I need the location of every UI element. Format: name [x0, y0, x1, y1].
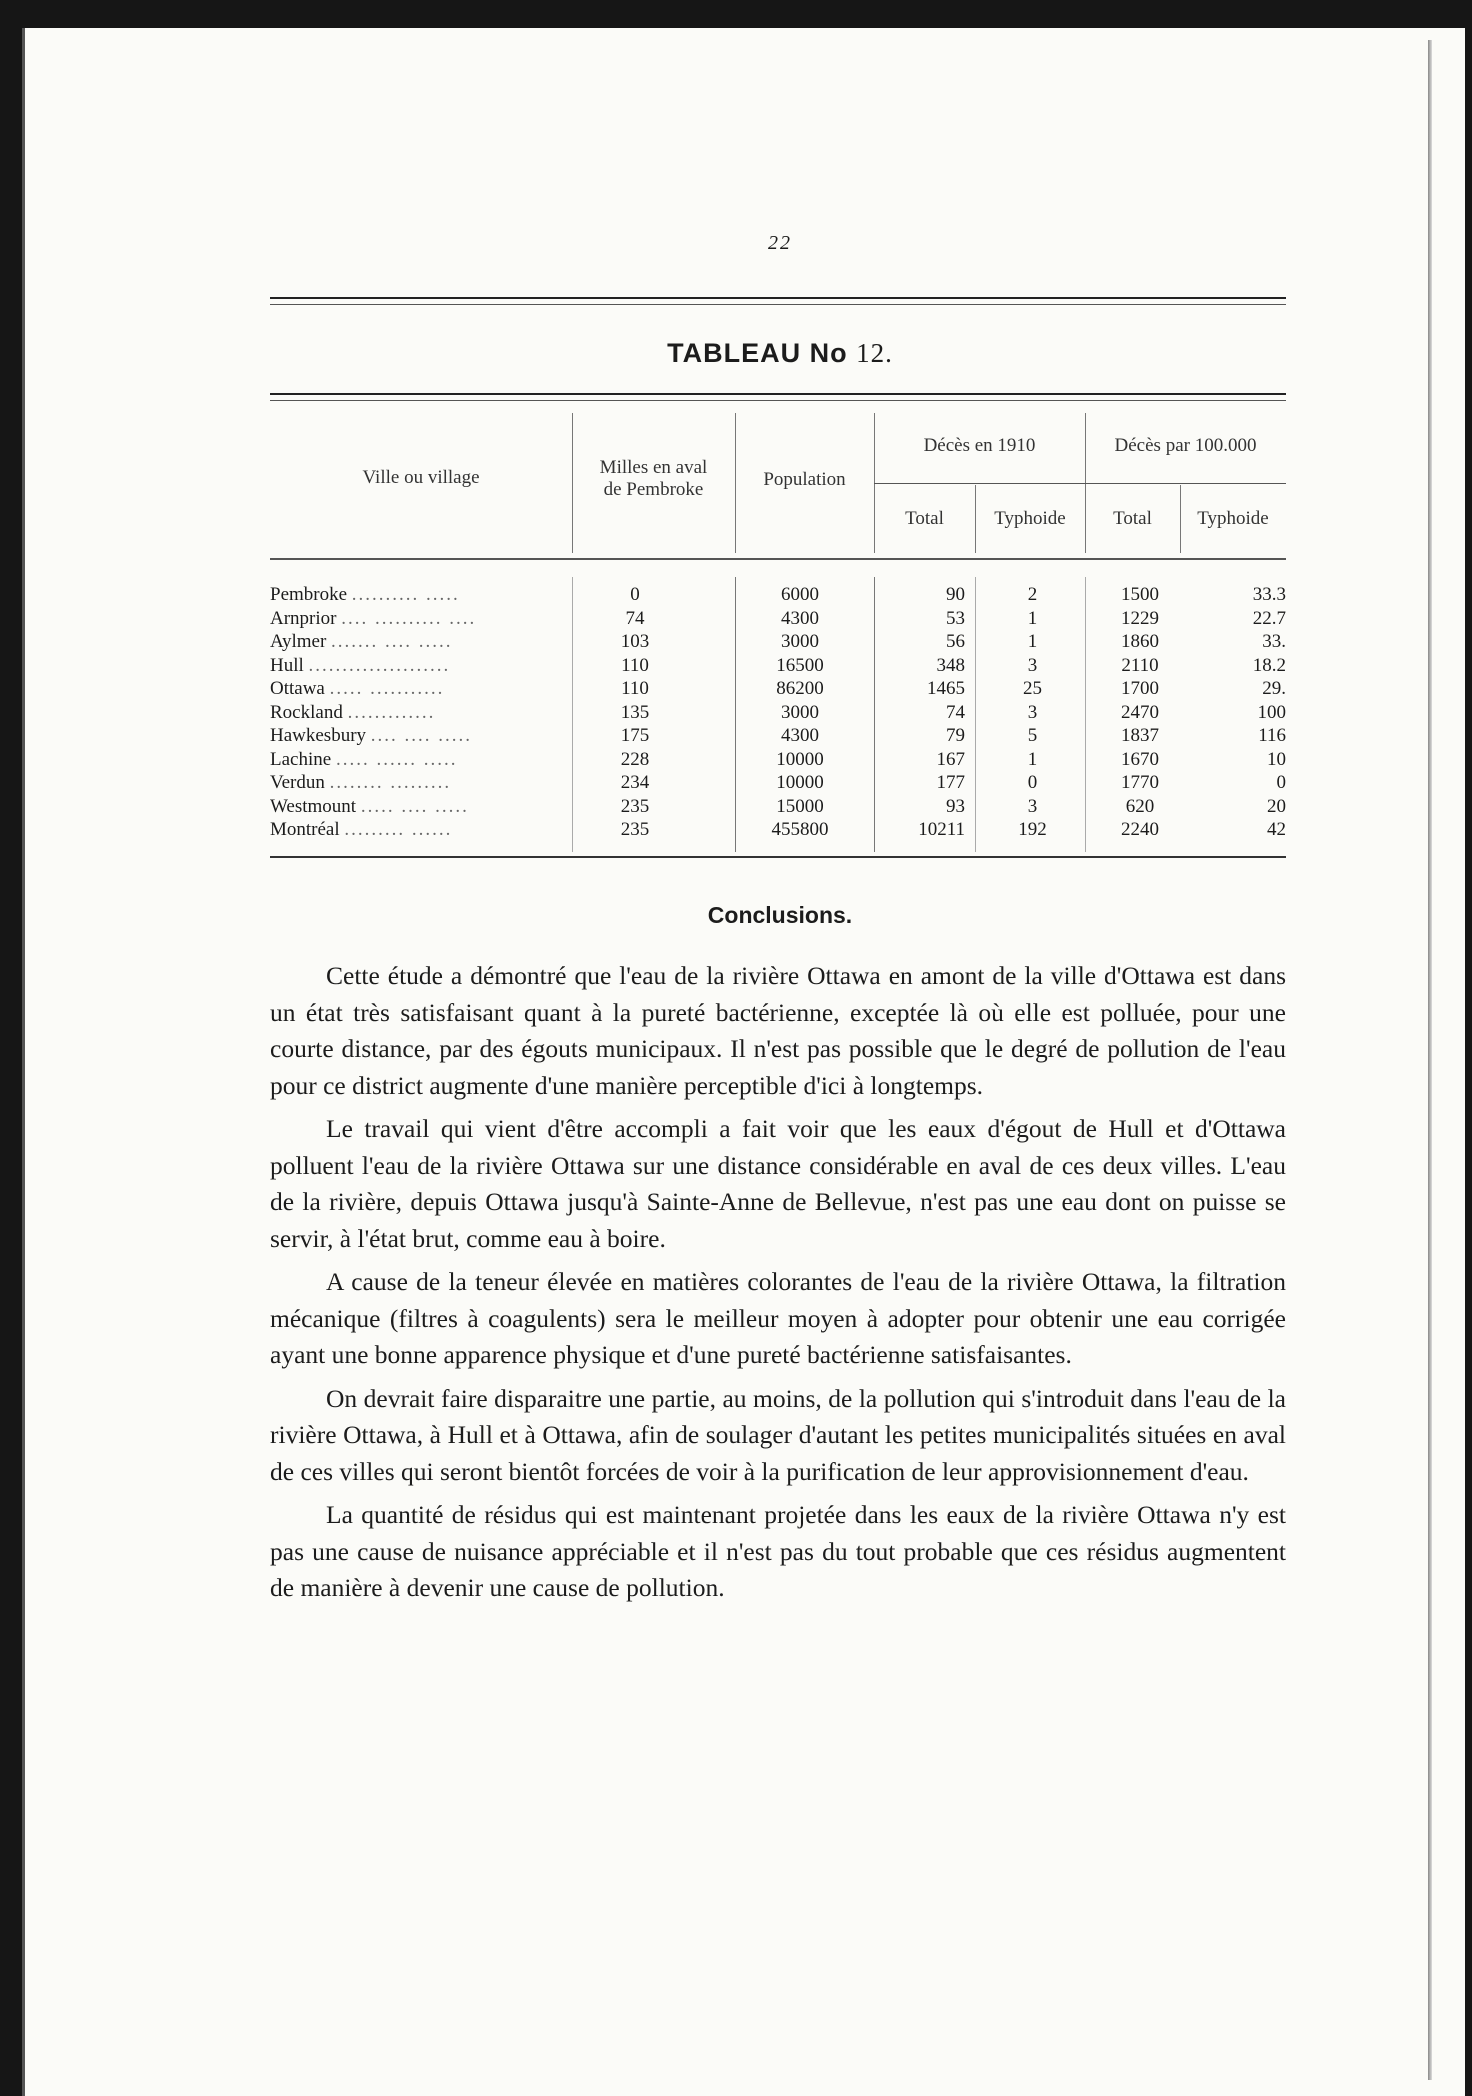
per-100000-typhoid-cell: 20: [1267, 795, 1286, 817]
deaths-total-cell: 74: [946, 701, 965, 723]
town-name: Montréal: [270, 819, 340, 840]
town-name: Pembroke: [270, 584, 348, 605]
deaths-typhoid-cell: 0: [1027, 772, 1038, 793]
deaths-typhoid-cell: 1: [1027, 748, 1038, 770]
header-typhoid: Typhoide: [994, 508, 1066, 529]
deaths-total-cell: 1465: [927, 678, 965, 699]
population-cell: 15000: [776, 795, 824, 817]
header-typhoid-per: Typhoide: [1197, 508, 1269, 529]
miles-cell: 110: [621, 678, 649, 699]
miles-cell: 110: [621, 654, 649, 676]
town-cell: [270, 654, 570, 677]
table-top-rule: [270, 393, 1286, 401]
per-100000-typhoid-cell: 10: [1267, 748, 1286, 770]
population-cell: 6000: [781, 584, 819, 605]
deaths-total-cell: 167: [936, 748, 965, 770]
per-100000-typhoid-cell: 33.3: [1252, 584, 1286, 605]
deaths-total-cell: 79: [946, 725, 965, 746]
header-deaths-per-100000: Décès par 100.000: [1114, 435, 1257, 456]
population-cell: 86200: [776, 678, 824, 699]
table-row: [270, 771, 1286, 794]
header-miles-line1: Milles en aval: [599, 457, 708, 478]
town-cell: [270, 795, 570, 818]
town-name: Hawkesbury: [270, 725, 367, 746]
table-title-no: No: [809, 338, 848, 368]
per-100000-typhoid-cell: 29.: [1262, 678, 1286, 699]
town-cell: [270, 677, 570, 700]
per-100000-total-cell: 620: [1125, 795, 1155, 817]
per-100000-typhoid-cell: 22.7: [1252, 607, 1286, 629]
page-number: 22: [768, 232, 792, 254]
subheader-rule: [874, 483, 1086, 484]
table-title: [560, 338, 1000, 369]
population-cell: 16500: [776, 654, 824, 676]
miles-cell: 235: [620, 819, 650, 840]
leader-dots: ..... .... .....: [360, 795, 469, 817]
population-cell: 10000: [776, 748, 824, 770]
per-100000-typhoid-cell: 42: [1267, 819, 1286, 840]
deaths-typhoid-cell: 3: [1027, 795, 1038, 817]
deaths-total-cell: 56: [946, 631, 965, 652]
per-100000-typhoid-cell: 116: [1258, 725, 1286, 746]
town-name: Hull: [270, 654, 304, 676]
per-100000-typhoid-cell: 100: [1257, 701, 1286, 723]
population-cell: 3000: [781, 631, 819, 652]
town-cell: [270, 701, 570, 724]
per-100000-typhoid-cell: 33.: [1262, 631, 1286, 652]
per-100000-total-cell: 2110: [1121, 654, 1159, 676]
paragraph: On devrait faire disparaitre une partie, au moins, de la pollution qui s'introduit dans l'eau de la rivière Ottawa, à Hull et à Ottawa, afin de soulager d'autant les petites municipalités situées en aval de ces villes qui seront bientôt forcées de voir à la purification de leur approvisionnement d'eau.: [270, 1383, 1286, 1486]
table-row: [270, 701, 1286, 724]
paragraph: La quantité de résidus qui est maintenant projetée dans les eaux de la rivière Ottawa n'y est pas une cause de nuisance appréciable et il n'est pas du tout probable que ces résidus augmentent de manière à devenir une cause de pollution.: [270, 1500, 1286, 1602]
miles-cell: 135: [620, 701, 650, 723]
population-cell: 455800: [771, 819, 829, 840]
paragraph: A cause de la teneur élevée en matières colorantes de l'eau de la rivière Ottawa, la filtration mécanique (filtres à coagulents) sera le meilleur moyen à adopter pour obtenir une eau corrigée ayant une bonne apparence physique et d'une pureté bactérienne satisfaisantes.: [270, 1267, 1286, 1369]
per-100000-total-cell: 1700: [1121, 678, 1159, 699]
leader-dots: .... .... .....: [370, 725, 473, 746]
deaths-typhoid-cell: 192: [1018, 819, 1047, 840]
leader-dots: .......... .....: [351, 584, 460, 605]
deaths-total-cell: 10211: [918, 819, 965, 840]
table-title-number: 12.: [856, 338, 893, 368]
leader-dots: .... .......... ....: [341, 607, 477, 629]
miles-cell: 0: [630, 584, 640, 605]
deaths-typhoid-cell: 3: [1027, 701, 1038, 723]
mortality-table: [270, 405, 1286, 875]
town-name: Ottawa: [270, 678, 325, 699]
header-miles-line2: de Pembroke: [603, 479, 704, 500]
leader-dots: .....................: [308, 654, 451, 676]
top-rule: [270, 297, 1286, 305]
per-100000-total-cell: 2470: [1121, 701, 1159, 723]
conclusions-text: [270, 958, 1286, 1614]
page-edge: [1428, 40, 1432, 2080]
town-cell: [270, 583, 570, 606]
table-row: [270, 630, 1286, 653]
per-100000-total-cell: 1860: [1121, 631, 1159, 652]
leader-dots: ....... .... .....: [331, 631, 453, 652]
per-100000-total-cell: 1500: [1121, 584, 1159, 605]
town-name: Verdun: [270, 772, 325, 793]
table-row: [270, 583, 1286, 606]
miles-cell: 175: [620, 725, 650, 746]
header-deaths-1910: Décès en 1910: [923, 435, 1036, 456]
town-cell: [270, 818, 570, 841]
town-name: Westmount: [270, 795, 357, 817]
deaths-typhoid-cell: 25: [1023, 678, 1042, 699]
paragraph: Cette étude a démontré que l'eau de la rivière Ottawa en amont de la ville d'Ottawa est dans un état très satisfaisant quant à la pureté bactérienne, exceptée là où elle est polluée, pour une courte distance, par des égouts municipaux. Il n'est pas possible que le degré de pollution de l'eau pour ce district augmente d'une manière perceptible d'ici à longtemps.: [270, 961, 1286, 1100]
town-cell: [270, 771, 570, 794]
miles-cell: 74: [625, 607, 645, 629]
population-cell: 4300: [781, 725, 819, 746]
town-name: Arnprior: [270, 607, 337, 629]
deaths-total-cell: 177: [936, 772, 965, 793]
town-cell: [270, 724, 570, 747]
leader-dots: ..... ...... .....: [335, 748, 458, 770]
header-population: Population: [763, 469, 846, 490]
deaths-total-cell: 53: [946, 607, 965, 629]
population-cell: 10000: [776, 772, 824, 793]
population-cell: 4300: [781, 607, 819, 629]
table-row: [270, 818, 1286, 841]
miles-cell: 234: [620, 772, 650, 793]
table-row: [270, 607, 1286, 630]
deaths-total-cell: 90: [946, 584, 965, 605]
miles-cell: 103: [620, 631, 650, 652]
subheader-rule: [1085, 483, 1286, 484]
deaths-typhoid-cell: 2: [1027, 584, 1038, 605]
miles-cell: 228: [620, 748, 650, 770]
per-100000-total-cell: 1770: [1121, 772, 1159, 793]
deaths-typhoid-cell: 5: [1027, 725, 1038, 746]
table-bottom-rule: [270, 856, 1286, 858]
per-100000-total-cell: 1837: [1121, 725, 1159, 746]
population-cell: 3000: [781, 701, 819, 723]
per-100000-total-cell: 2240: [1121, 819, 1159, 840]
header-miles: [572, 457, 735, 501]
table-row: [270, 795, 1286, 818]
per-100000-total-cell: 1670: [1121, 748, 1159, 770]
town-cell: [270, 630, 570, 653]
per-100000-total-cell: 1229: [1121, 607, 1159, 629]
town-name: Lachine: [270, 748, 332, 770]
per-100000-typhoid-cell: 18.2: [1252, 654, 1286, 676]
leader-dots: .............: [347, 701, 436, 723]
header-bottom-rule: [270, 558, 1286, 560]
leader-dots: ..... ...........: [329, 678, 445, 699]
table-row: [270, 677, 1286, 700]
table-row: [270, 654, 1286, 677]
deaths-total-cell: 348: [936, 654, 965, 676]
per-100000-typhoid-cell: 0: [1276, 772, 1286, 793]
leader-dots: ........ .........: [329, 772, 452, 793]
deaths-total-cell: 93: [946, 795, 965, 817]
paragraph: Le travail qui vient d'être accompli a fait voir que les eaux d'égout de Hull et d'Ottawa polluent l'eau de la rivière Ottawa sur une distance considérable en aval de ces deux villes. L'eau de la rivière, depuis Ottawa jusqu'à Sainte-Anne de Bellevue, n'est pas une eau dont on puisse se servir, à l'état brut, comme eau à boire.: [270, 1114, 1286, 1253]
header-town: Ville ou village: [362, 467, 480, 488]
deaths-typhoid-cell: 1: [1027, 607, 1038, 629]
table-row: [270, 724, 1286, 747]
conclusions-title: Conclusions.: [707, 902, 853, 928]
town-name: Rockland: [270, 701, 343, 723]
deaths-typhoid-cell: 1: [1027, 631, 1038, 652]
town-cell: [270, 748, 570, 771]
leader-dots: ......... ......: [344, 819, 453, 840]
table-title-text: TABLEAU: [667, 338, 802, 368]
deaths-typhoid-cell: 3: [1027, 654, 1038, 676]
town-cell: [270, 607, 570, 630]
miles-cell: 235: [620, 795, 650, 817]
header-total: Total: [905, 508, 944, 529]
town-name: Aylmer: [270, 631, 327, 652]
table-row: [270, 748, 1286, 771]
header-total-per: Total: [1113, 508, 1152, 529]
